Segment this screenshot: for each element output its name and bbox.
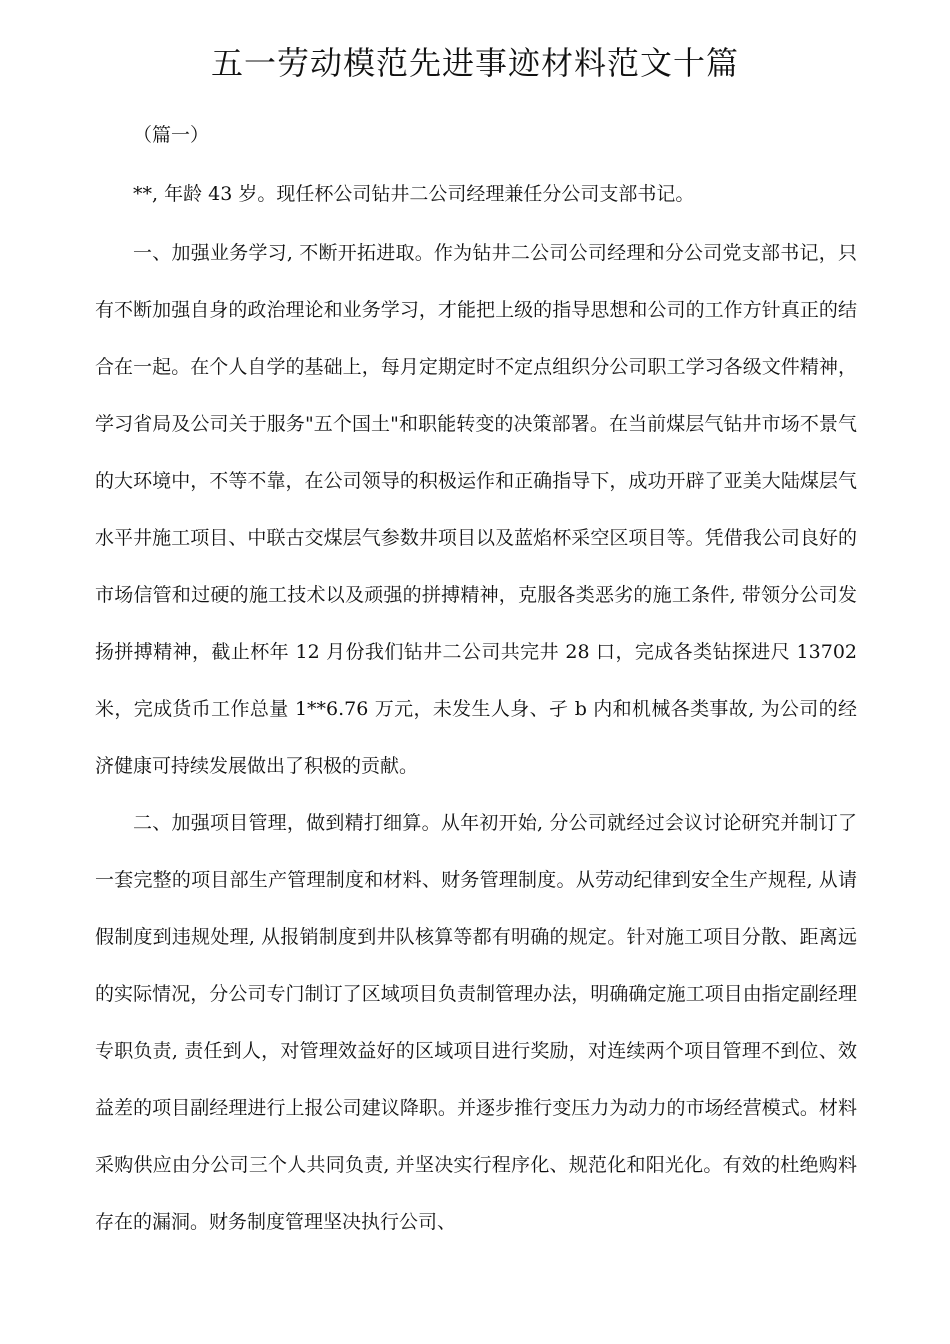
document-body <box>95 108 857 1251</box>
intro-paragraph: **, 年龄 43 岁。现任杯公司钻井二公司经理兼任分公司支部书记。 <box>133 183 695 205</box>
document-title: 五一劳动模范先进事迹材料范文十篇 <box>210 44 739 82</box>
paragraph-2: 二、加强项目管理，做到精打细算。从年初开始, 分公司就经过会议讨论研究并制订了一套完整的项目部生产管理制度和材料、财务管理制度。从劳动纪律到安全生产规程, 从请假制度到违规处理, 从报销制度到井队核算等都有明确的规定。针对施工项目分散、距离远的实际情况，分公司专门制订了区域项目负责制管理办法，明确确定施工项目由指定副经理专职负责, 责任到人，对管理效益好的区域项目进行奖励，对连续两个项目管理不到位、效益差的项目副经理进行上报公司建议降职。并逐步推行变压力为动力的市场经营模式。材料采购供应由分公司三个人共同负责, 并坚决实行程序化、规范化和阳光化。有效的杜绝购料存在的漏洞。财务制度管理坚决执行公司、 <box>95 812 857 1233</box>
paragraph-1: 一、加强业务学习, 不断开拓进取。作为钻井二公司公司经理和分公司党支部书记，只有不断加强自身的政治理论和业务学习，才能把上级的指导思想和公司的工作方针真正的结合在一起。在个人自学的基础上，每月定期定时不定点组织分公司职工学习各级文件精神，学习省局及公司关于服务"五个国土"和职能转变的决策部署。在当前煤层气钻井市场不景气的大环境中，不等不靠，在公司领导的积极运作和正确指导下，成功开辟了亚美大陆煤层气水平井施工项目、中联古交煤层气参数井项目以及蓝焰杯采空区项目等。凭借我公司良好的市场信管和过硬的施工技术以及顽强的拼搏精神，克服各类恶劣的施工条件, 带领分公司发扬拼搏精神，截止杯年 12 月份我们钻井二公司共完井 28 口，完成各类钻探进尺 13702 米，完成货币工作总量 1**6.76 万元，未发生人身、孑 b 内和机械各类事故, 为公司的经济健康可持续发展做出了积极的贡献。 <box>95 242 857 777</box>
section-label: （篇一） <box>133 124 210 146</box>
